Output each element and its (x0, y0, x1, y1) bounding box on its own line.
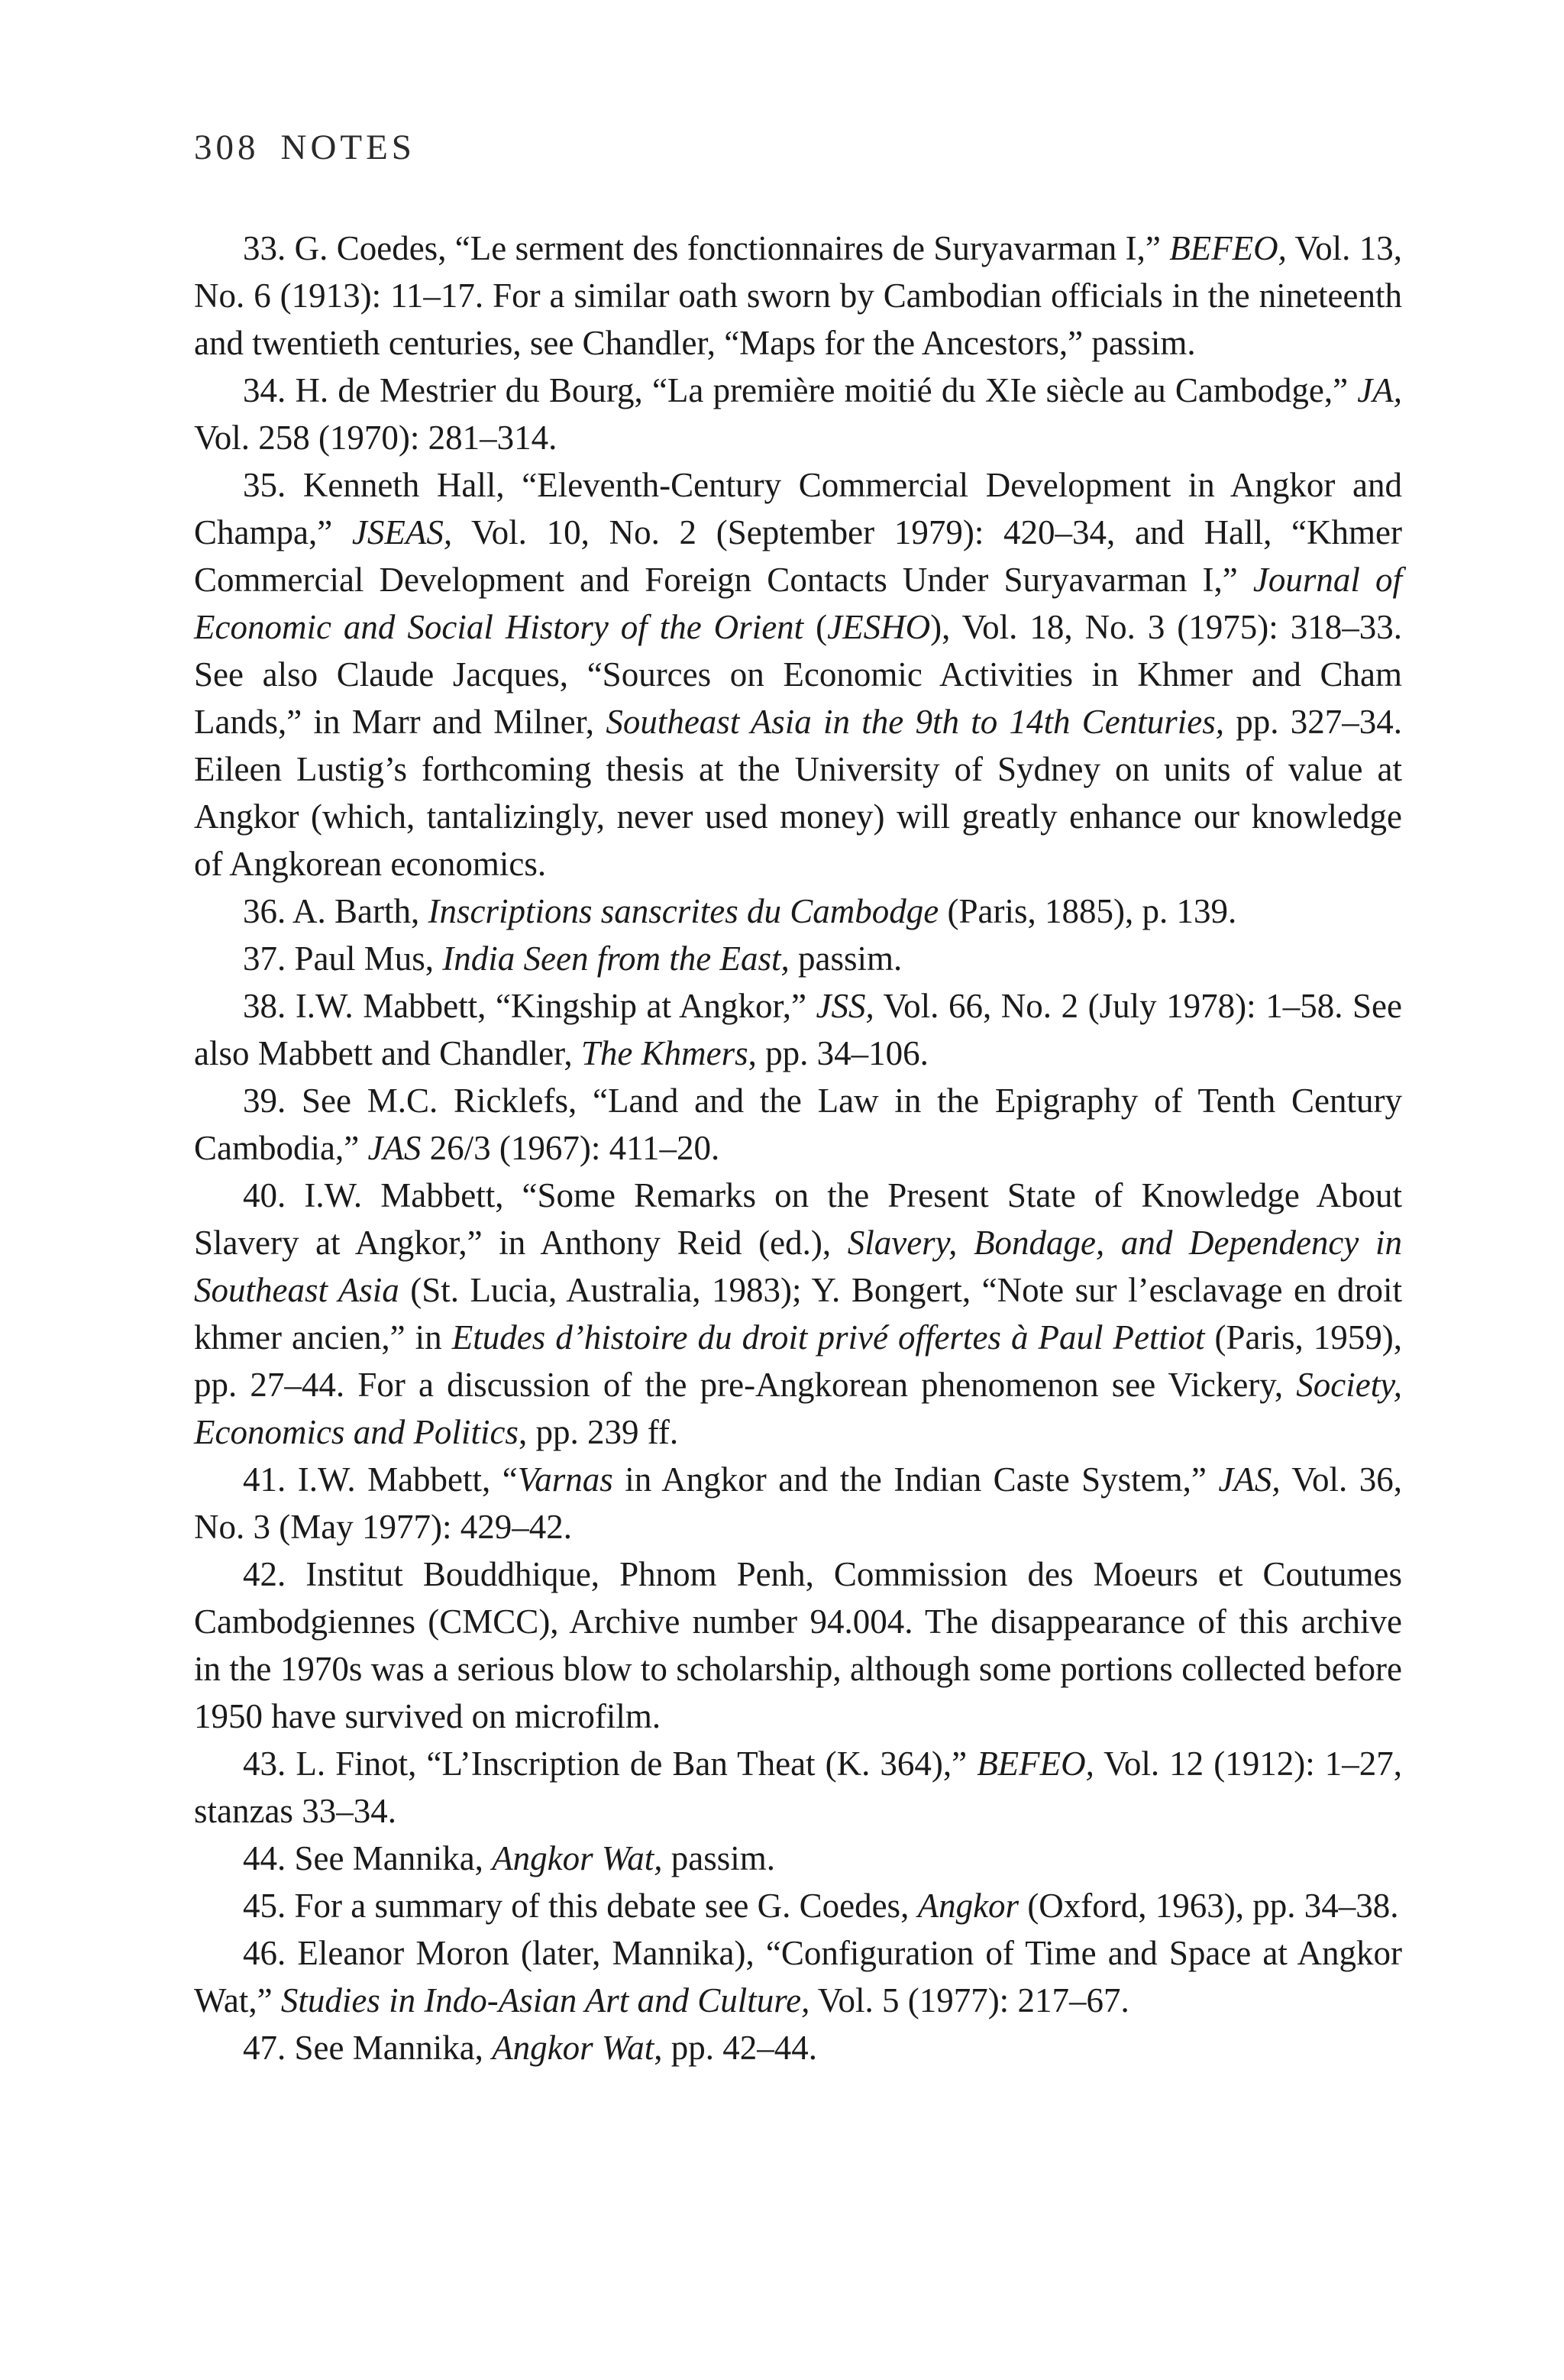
note-33 (194, 225, 1402, 367)
note-text: Eleanor Moron (later, Mannika), “Configuration of Time and Space at Angkor Wat,” (194, 1934, 1402, 2019)
note-italic-text: Angkor Wat, (492, 1839, 663, 1877)
note-46 (194, 1929, 1402, 2024)
note-text: Kenneth Hall, “Eleventh-Century Commercial Development in Angkor and Champa,” (194, 466, 1402, 551)
note-number: 40. (243, 1176, 286, 1214)
note-text: G. Coedes, “Le serment des fonctionnaires de Suryavarman I,” (294, 229, 1170, 267)
note-text: Vol. 5 (1977): 217–67. (809, 1981, 1129, 2019)
note-text: I.W. Mabbett, “Some Remarks on the Present State of Knowledge About Slavery at Angkor,” in Anthony Reid (ed.), (194, 1176, 1403, 1262)
note-text: Paul Mus, (294, 939, 443, 978)
section-title: NOTES (280, 128, 415, 167)
note-italic-text: Society, Economics and Politics (194, 1366, 1402, 1451)
note-text: ), Vol. 18, No. 3 (1975): 318–33. See also Claude Jacques, “Sources on Economic Activities in Khmer and Cham Lands,” in Marr and Milner, (194, 608, 1402, 741)
note-text: Vol. 13, No. 6 (1913): 11–17. For a similar oath sworn by Cambodian officials in the nineteenth and twentieth centuries, see Chandler, “Maps for the Ancestors,” passim. (194, 229, 1402, 362)
note-number: 44. (243, 1839, 286, 1877)
note-number: 37. (243, 939, 286, 978)
note-text: Vol. 36, No. 3 (May 1977): 429–42. (194, 1460, 1403, 1546)
note-37 (194, 935, 1402, 982)
note-text: in Angkor and the Indian Caste System,” (612, 1460, 1219, 1499)
note-italic-text: Angkor (917, 1887, 1020, 1925)
note-number: 46. (243, 1934, 286, 1972)
note-44 (194, 1835, 1402, 1882)
note-italic-text: Journal of Economic and Social History of the Orient (194, 561, 1402, 646)
note-text: , pp. 34–106. (748, 1034, 929, 1072)
note-47 (194, 2024, 1402, 2071)
note-number: 38. (243, 987, 286, 1025)
note-number: 35. (243, 466, 286, 504)
note-italic-text: Varnas (517, 1460, 613, 1499)
note-42 (194, 1551, 1402, 1740)
note-italic-text: Southeast Asia in the 9th to 14th Centuries, (606, 703, 1224, 741)
note-number: 36. (243, 892, 286, 930)
note-text: (St. Lucia, Australia, 1983); Y. Bongert, “Note sur l’esclavage en droit khmer ancien,” in (194, 1271, 1402, 1357)
note-text: (Paris, 1959), pp. 27–44. For a discussion of the pre-Angkorean phenomenon see Vickery, (194, 1318, 1402, 1404)
note-text: H. de Mestrier du Bourg, “La première moitié du XIe siècle au Cambodge,” (295, 371, 1358, 409)
note-text: See M.C. Ricklefs, “Land and the Law in the Epigraphy of Tenth Century Cambodia,” (194, 1082, 1403, 1167)
note-italic-text: BEFEO, (977, 1745, 1094, 1783)
note-text: pp. 327–34. Eileen Lustig’s forthcoming thesis at the University of Sydney on units of value at Angkor (which, tantalizingly, never used money) will greatly enhance our knowledge of Angkorean economics. (194, 703, 1403, 883)
note-italic-text: BEFEO, (1169, 229, 1287, 267)
note-number: 42. (243, 1555, 286, 1593)
note-text: passim. (662, 1839, 776, 1877)
note-36 (194, 888, 1402, 935)
note-italic-text: Slavery, Bondage, and Dependency in Southeast Asia (194, 1224, 1403, 1309)
note-text: ( (803, 608, 828, 646)
note-text: , pp. 239 ff. (518, 1413, 679, 1451)
note-italic-text: Studies in Indo-Asian Art and Culture, (280, 1981, 810, 2019)
note-45 (194, 1882, 1402, 1929)
note-italic-text: JSS, (816, 987, 874, 1025)
note-40 (194, 1172, 1402, 1456)
note-text: I.W. Mabbett, “Kingship at Angkor,” (295, 987, 816, 1025)
note-text: For a summary of this debate see G. Coedes, (294, 1887, 918, 1925)
notes-list (194, 225, 1402, 2071)
note-text: L. Finot, “L’Inscription de Ban Theat (K. 364),” (296, 1745, 978, 1783)
note-text: (Paris, 1885), p. 139. (939, 892, 1237, 930)
note-number: 34. (243, 371, 286, 409)
note-text: Vol. 12 (1912): 1–27, stanzas 33–34. (194, 1745, 1403, 1830)
note-italic-text: The Khmers (580, 1034, 748, 1072)
note-35 (194, 461, 1402, 888)
note-italic-text: JSEAS, (351, 513, 453, 551)
note-text: Vol. 66, No. 2 (July 1978): 1–58. See also Mabbett and Chandler, (194, 987, 1402, 1072)
note-34 (194, 367, 1402, 461)
note-number: 33. (243, 229, 286, 267)
note-italic-text: JAS, (1218, 1460, 1281, 1499)
note-number: 43. (243, 1745, 286, 1783)
note-text: (Oxford, 1963), pp. 34–38. (1019, 1887, 1399, 1925)
note-text: A. Barth, (292, 892, 428, 930)
note-text: See Mannika, (294, 1839, 493, 1877)
note-number: 39. (243, 1082, 286, 1120)
note-39 (194, 1077, 1402, 1172)
note-italic-text: Inscriptions sanscrites du Cambodge (428, 892, 939, 930)
note-italic-text: JESHO (827, 608, 931, 646)
note-text: 26/3 (1967): 411–20. (421, 1129, 720, 1167)
note-text: I.W. Mabbett, “ (297, 1460, 518, 1499)
note-text: Vol. 10, No. 2 (September 1979): 420–34, and Hall, “Khmer Commercial Development and Foreign Contacts Under Suryavarman I,” (194, 513, 1402, 599)
note-text: , pp. 42–44. (654, 2029, 818, 2067)
note-text: passim. (789, 939, 903, 978)
note-italic-text: Angkor Wat (492, 2029, 654, 2067)
note-38 (194, 982, 1402, 1077)
note-text: See Mannika, (294, 2029, 493, 2067)
note-italic-text: JA, (1357, 371, 1403, 409)
running-head (194, 127, 415, 168)
note-italic-text: Etudes d’histoire du droit privé offertes à Paul Pettiot (451, 1318, 1205, 1357)
note-41 (194, 1456, 1402, 1551)
note-italic-text: India Seen from the East, (442, 939, 790, 978)
note-text: Institut Bouddhique, Phnom Penh, Commission des Moeurs et Coutumes Cambodgiennes (CMCC), Archive number 94.004. The disappearance of this archive in the 1970s was a serious blow to scholarship, although some portions collected before 1950 have survived on microfilm. (194, 1555, 1403, 1735)
page-number: 308 (194, 128, 260, 167)
note-43 (194, 1740, 1402, 1835)
note-italic-text: JAS (367, 1129, 422, 1167)
note-text: Vol. 258 (1970): 281–314. (194, 419, 557, 457)
note-number: 41. (243, 1460, 286, 1499)
note-number: 47. (243, 2029, 286, 2067)
note-number: 45. (243, 1887, 286, 1925)
